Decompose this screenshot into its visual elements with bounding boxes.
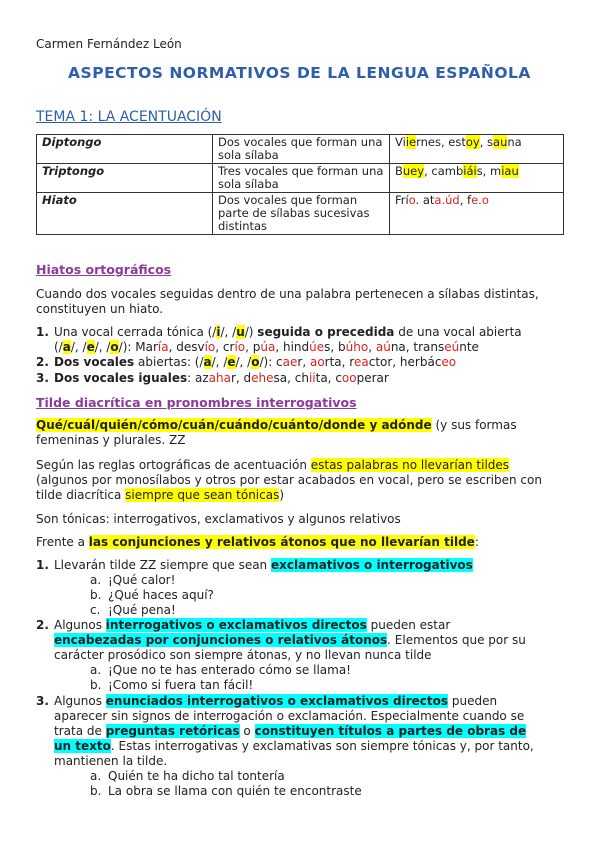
text-span: abiertas: (/ <box>134 355 204 369</box>
text-span: , camb <box>424 164 464 178</box>
highlight: u <box>236 325 245 339</box>
text-span: pueden estar <box>366 618 451 632</box>
text-span: de una vocal abierta <box>394 325 522 339</box>
table-row <box>37 164 564 193</box>
highlight: a <box>62 340 71 354</box>
text-span: . Elementos que por su <box>387 633 526 647</box>
definition-cell: Dos vocales que forman una sola sílaba <box>213 135 390 164</box>
highlight: ío <box>234 340 246 354</box>
item-number: 1. <box>36 558 49 572</box>
sub-letter: a. <box>90 573 102 587</box>
highlight: exclamativos o interrogativos <box>270 558 473 572</box>
text-span: (algunos por monosílabos y otros por estar acabados en vocal, pero se escriben con <box>36 473 542 487</box>
sub-letter: a. <box>90 663 102 677</box>
frente-paragraph <box>36 535 566 550</box>
text-span: mantienen la tilde. <box>54 754 168 768</box>
highlight: aú <box>375 340 391 354</box>
definition-cell: Dos vocales que forman parte de sílabas sucesivas distintas <box>213 193 390 235</box>
sub-letter: c. <box>90 603 101 617</box>
section-heading-tema: TEMA 1: LA ACENTUACIÓN <box>36 109 222 125</box>
text-span: , hind <box>275 340 310 354</box>
text-span: ta, c <box>315 371 342 385</box>
text-span: Una vocal cerrada tónica (/ <box>54 325 217 339</box>
text-span: (y sus formas <box>431 418 517 432</box>
highlight: uey <box>402 164 425 178</box>
list-item-1 <box>36 558 566 573</box>
table-row <box>37 135 564 164</box>
highlight: constituyen títulos a partes de obras de <box>254 724 527 738</box>
list-item-2 <box>36 618 566 663</box>
text-span: /, / <box>235 355 252 369</box>
text-span: , desv <box>168 340 205 354</box>
text-span: ) <box>279 488 285 502</box>
hiato-item <box>36 325 566 355</box>
highlight: Dos vocales <box>54 355 135 369</box>
highlight: e.o <box>471 193 489 207</box>
text-span: /): c <box>259 355 283 369</box>
section-title-hiatos: Hiatos ortográficos <box>36 262 172 277</box>
text-span: Llevarán tilde ZZ siempre que sean <box>54 558 271 572</box>
text-span: /): Mar <box>118 340 158 354</box>
highlight: ao <box>309 355 325 369</box>
item-number: 2. <box>36 355 49 369</box>
text-span: Según las reglas ortográficas de acentuación <box>36 458 311 472</box>
text-span: r, <box>297 355 310 369</box>
sub-letter: b. <box>90 784 102 798</box>
highlight: iái <box>463 164 477 178</box>
text-span: (/ <box>54 340 63 354</box>
text-span: na <box>507 135 522 149</box>
text-span: nte <box>459 340 479 354</box>
text-span: tilde diacrítica <box>36 488 126 502</box>
item-number: 1. <box>36 325 49 339</box>
text-span: , p <box>245 340 261 354</box>
example-cell <box>390 164 564 193</box>
text-span: Frí <box>395 193 409 207</box>
highlight: ii <box>308 371 316 385</box>
highlight: estas palabras no llevarían tildes <box>310 458 510 472</box>
text-span: /, / <box>94 340 111 354</box>
text-span: aparecer sin signos de interrogación o exclamación. Especialmente cuando se <box>54 709 525 723</box>
term-cell: Triptongo <box>37 164 213 193</box>
hiatos-intro: Cuando dos vocales seguidas dentro de una palabra pertenecen a sílabas distintas, constituyen un hiato. <box>36 287 539 316</box>
highlight: un texto <box>54 739 111 753</box>
highlight: e <box>86 340 95 354</box>
document-title: ASPECTOS NORMATIVOS DE LA LENGUA ESPAÑOLA <box>68 64 531 82</box>
sub-text: ¡Como si fuera tan fácil! <box>108 678 254 692</box>
highlight: a.úd <box>434 193 460 207</box>
text-span: pueden <box>448 694 498 708</box>
example-cell <box>390 193 564 235</box>
section-title-tilde: Tilde diacrítica en pronombres interrogativos <box>36 395 357 410</box>
text-span: /, / <box>220 325 237 339</box>
item-number: 3. <box>36 371 49 385</box>
definition-cell: Tres vocales que forman una sola sílaba <box>213 164 390 193</box>
item-number: 2. <box>36 618 49 632</box>
text-span: rnes, est <box>416 135 466 149</box>
hiato-item <box>36 355 566 370</box>
highlight: úa <box>260 340 276 354</box>
definitions-table <box>36 134 564 235</box>
text-span: s, m <box>476 164 502 178</box>
highlight: o <box>251 355 260 369</box>
highlight: eú <box>444 340 460 354</box>
highlight: o <box>408 193 416 207</box>
sub-text: La obra se llama con quién te encontraste <box>108 784 362 798</box>
table-row <box>37 193 564 235</box>
text-span: perar <box>356 371 389 385</box>
interrogatives-paragraph <box>36 418 566 448</box>
text-span: Algunos <box>54 618 106 632</box>
text-span: , f <box>459 193 472 207</box>
tonicas-paragraph: Son tónicas: interrogativos, exclamativos y algunos relativos <box>36 512 401 526</box>
text-span: , cr <box>215 340 235 354</box>
highlight: e <box>227 355 236 369</box>
highlight: ío <box>204 340 216 354</box>
highlight: interrogativos o exclamativos directos <box>105 618 367 632</box>
highlight: aha <box>208 371 231 385</box>
highlight: au <box>493 135 508 149</box>
text-span: : <box>474 535 479 549</box>
highlight: úe <box>309 340 325 354</box>
text-span: carácter prosódico son siempre átonas, y no llevan nunca tilde <box>54 648 432 662</box>
highlight: ae <box>282 355 298 369</box>
text-span: sa, ch <box>273 371 309 385</box>
highlight: ía <box>157 340 169 354</box>
text-span: trata de <box>54 724 106 738</box>
text-span: B <box>395 164 403 178</box>
text-span: , s <box>479 135 494 149</box>
text-span: ctor, herbác <box>368 355 442 369</box>
sub-text: ¡Que no te has enterado cómo se llama! <box>108 663 351 677</box>
sub-text: ¿Qué haces aquí? <box>108 588 214 602</box>
sub-item <box>90 678 253 693</box>
text-span: /, / <box>211 355 228 369</box>
rules-paragraph <box>36 458 566 503</box>
author-name: Carmen Fernández León <box>36 37 182 51</box>
highlight: o <box>110 340 119 354</box>
highlight: ehe <box>251 371 274 385</box>
highlight: encabezadas por conjunciones o relativos átonos <box>54 633 388 647</box>
highlight: Dos vocales iguales <box>54 371 188 385</box>
text-span: Vi <box>395 135 406 149</box>
sub-letter: a. <box>90 769 102 783</box>
text-span: rta, r <box>324 355 354 369</box>
text-span: . Estas interrogativas y exclamativas son siempre tónicas y, por tanto, <box>110 739 534 753</box>
sub-text: ¡Qué pena! <box>108 603 176 617</box>
highlight: oo <box>341 371 357 385</box>
sub-item <box>90 769 285 784</box>
highlight: ea <box>353 355 369 369</box>
highlight: siempre que sean tónicas <box>125 488 280 502</box>
sub-letter: b. <box>90 678 102 692</box>
sub-letter: b. <box>90 588 102 602</box>
text-span: o <box>239 724 255 738</box>
highlight: iau <box>501 164 519 178</box>
sub-item <box>90 603 176 618</box>
example-cell <box>390 135 564 164</box>
highlight: las conjunciones y relativos átonos que no llevarían tilde <box>88 535 475 549</box>
text-span: . at <box>415 193 435 207</box>
sub-item <box>90 588 214 603</box>
text-span: /, / <box>70 340 87 354</box>
hiato-item <box>36 371 566 386</box>
highlight: preguntas retóricas <box>105 724 240 738</box>
highlight: eo <box>441 355 457 369</box>
text-span: : az <box>187 371 209 385</box>
text-span: Frente a <box>36 535 89 549</box>
text-span: s, b <box>324 340 346 354</box>
list-item-3 <box>36 694 566 769</box>
sub-item <box>90 784 362 799</box>
text-span: femeninas y plurales. ZZ <box>36 433 186 447</box>
sub-item <box>90 663 351 678</box>
text-span: /) <box>244 325 258 339</box>
term-cell: Hiato <box>37 193 213 235</box>
sub-text: ¡Qué calor! <box>108 573 176 587</box>
interrogatives-list: Qué/cuál/quién/cómo/cuán/cuándo/cuánto/donde y adónde <box>36 418 432 432</box>
text-span: Algunos <box>54 694 106 708</box>
term-cell: Diptongo <box>37 135 213 164</box>
text-span: r, d <box>230 371 252 385</box>
highlight: enunciados interrogativos o exclamativos directos <box>105 694 449 708</box>
highlight: seguida o precedida <box>257 325 395 339</box>
highlight: a <box>203 355 212 369</box>
sub-item <box>90 573 175 588</box>
highlight: oy <box>465 135 480 149</box>
text-span: na, trans <box>390 340 445 354</box>
sub-text: Quién te ha dicho tal tontería <box>108 769 285 783</box>
item-number: 3. <box>36 694 49 708</box>
highlight: ie <box>405 135 417 149</box>
highlight: i <box>216 325 221 339</box>
highlight: úho <box>345 340 369 354</box>
text-span: , <box>368 340 376 354</box>
